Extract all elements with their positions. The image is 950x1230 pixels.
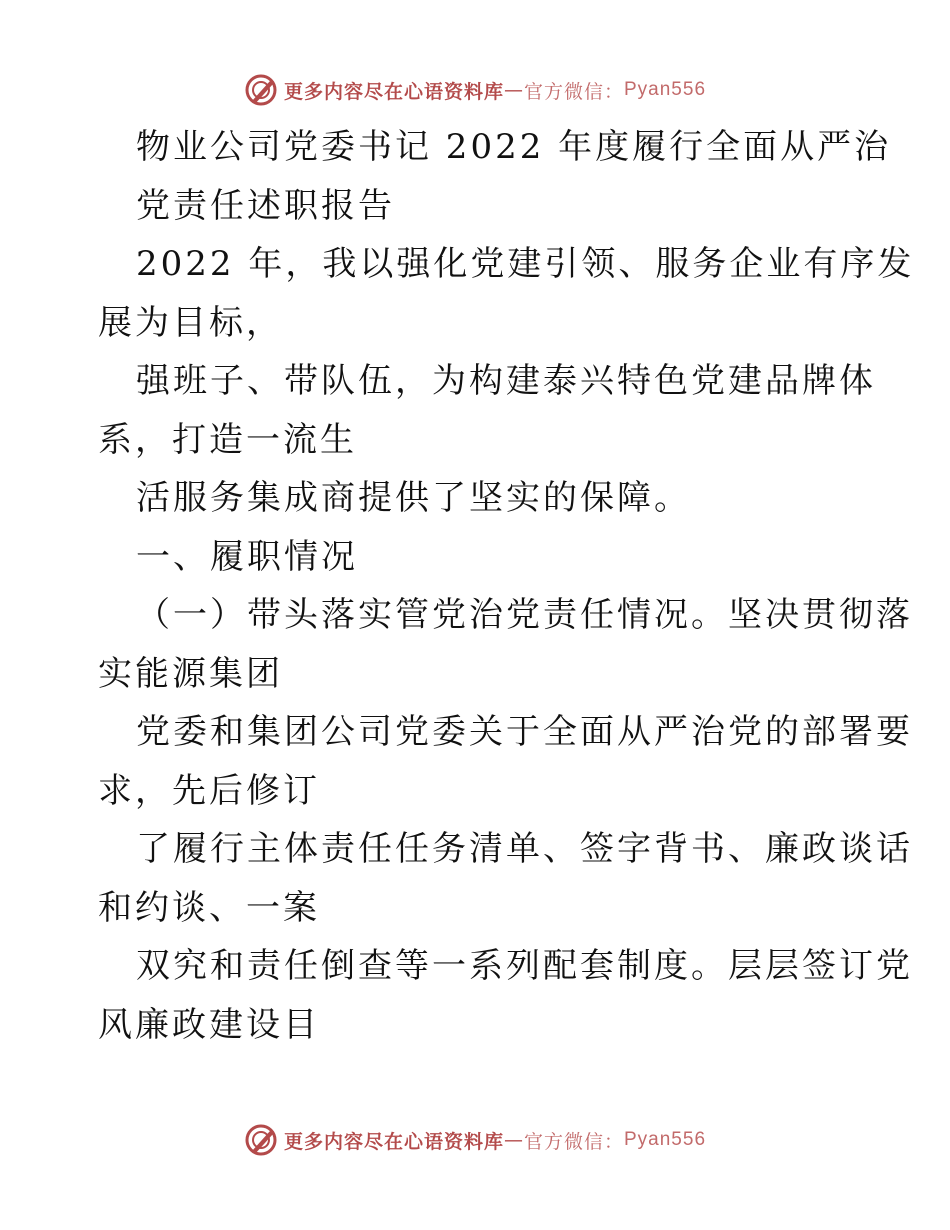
text-line: 2022 年，我以强化党建引领、服务企业有序发 xyxy=(136,244,915,284)
banner-dash: — xyxy=(503,1129,524,1151)
footer-watermark-banner xyxy=(0,1120,950,1160)
text-line: 党责任述职报告 xyxy=(136,185,395,226)
text-line: 和约谈、一案 xyxy=(98,887,320,928)
banner-dash: — xyxy=(503,79,524,101)
text-line: 实能源集团 xyxy=(98,653,283,694)
banner-slogan: 更多内容尽在心语资料库 xyxy=(283,1130,504,1153)
pen-logo-icon xyxy=(244,73,278,107)
header-watermark-banner xyxy=(0,70,950,110)
text-line: （一）带头落实管党治党责任情况。坚决贯彻落 xyxy=(136,595,913,635)
text-line: 一、履职情况 xyxy=(136,536,358,577)
text-line: 双究和责任倒查等一系列配套制度。层层签订党 xyxy=(136,946,913,986)
pen-logo-icon xyxy=(244,1123,278,1157)
text-line: 党委和集团公司党委关于全面从严治党的部署要 xyxy=(136,712,913,752)
text-line: 求，先后修订 xyxy=(98,770,320,811)
text-line: 了履行主体责任任务清单、签字背书、廉政谈话 xyxy=(136,829,913,869)
text-line: 风廉政建设目 xyxy=(98,1004,320,1045)
document-body xyxy=(98,118,915,1054)
banner-account: Pyan556 xyxy=(624,1129,707,1150)
banner-wechat-label: 官方微信： xyxy=(523,1130,624,1153)
text-line: 物业公司党委书记 2022 年度履行全面从严治 xyxy=(136,127,892,167)
banner-slogan: 更多内容尽在心语资料库 xyxy=(283,80,504,103)
text-line: 系，打造一流生 xyxy=(98,419,357,460)
text-line: 强班子、带队伍，为构建泰兴特色党建品牌体 xyxy=(136,361,876,401)
text-line: 展为目标， xyxy=(98,302,283,343)
banner-wechat-label: 官方微信： xyxy=(523,80,624,103)
banner-account: Pyan556 xyxy=(624,79,707,100)
text-line: 活服务集成商提供了坚实的保障。 xyxy=(136,478,691,518)
